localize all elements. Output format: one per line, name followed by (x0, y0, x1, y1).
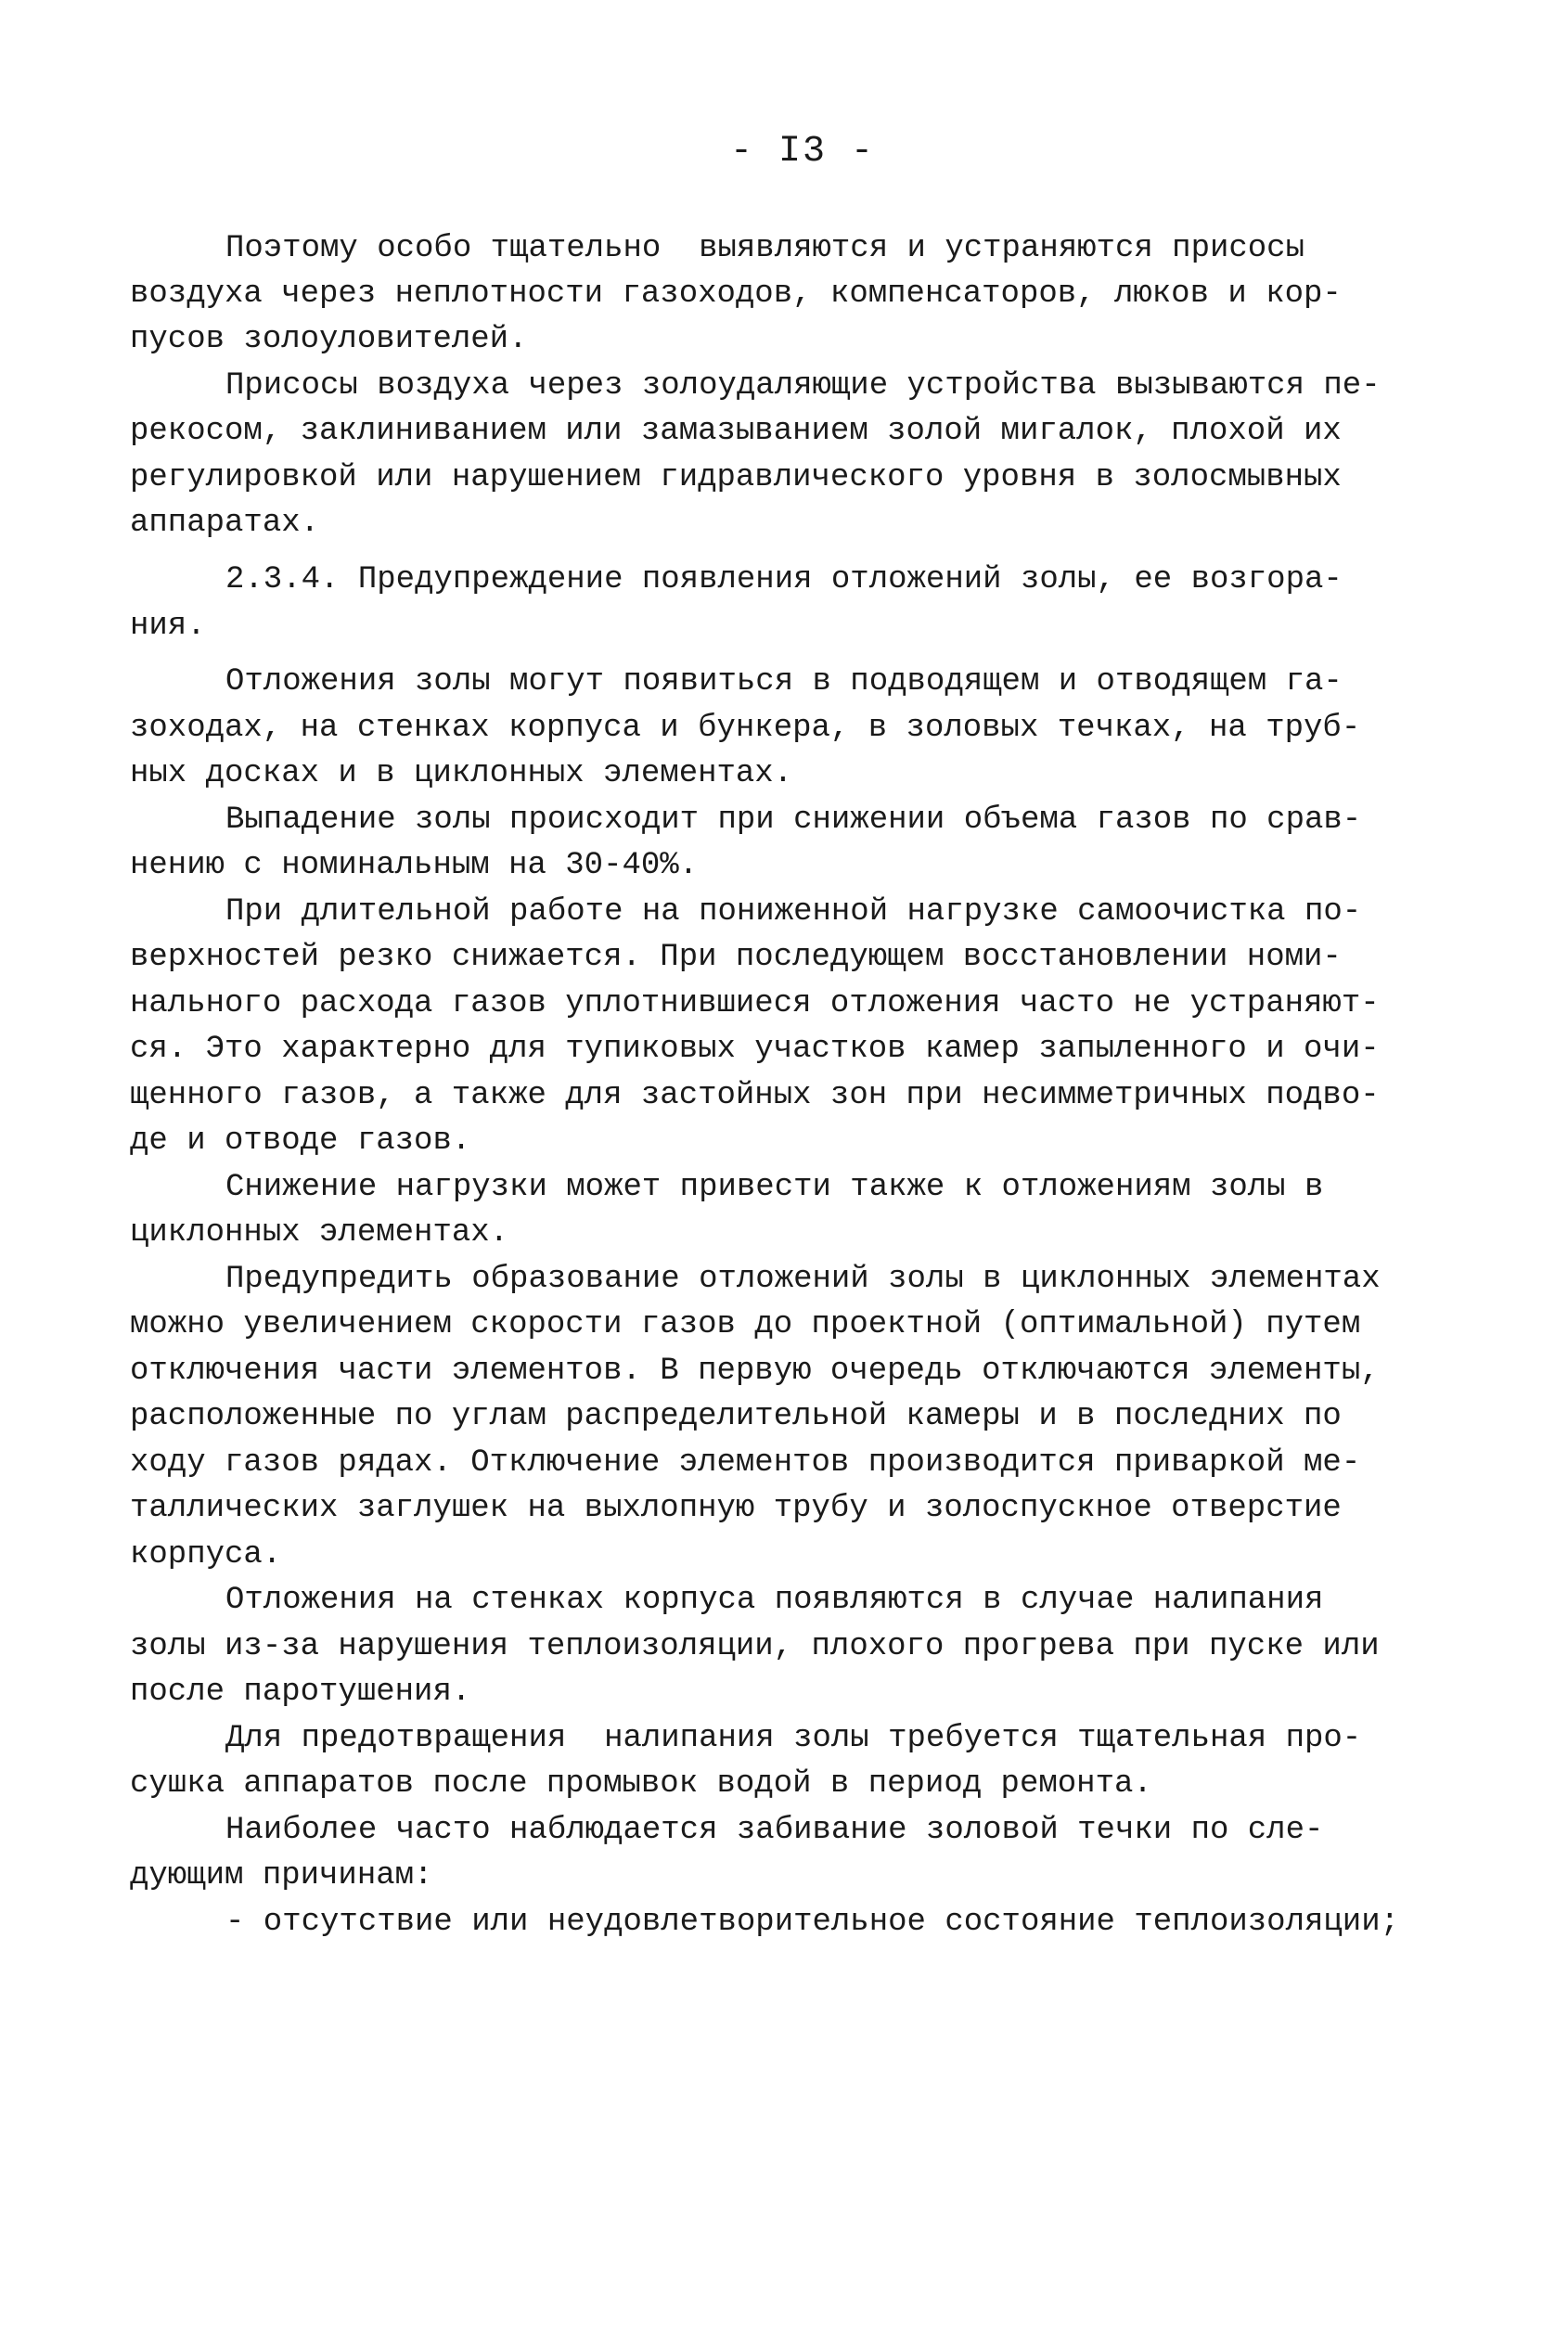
text-line: зоходах, на стенках корпуса и бункера, в золовых течках, на труб- (130, 711, 1361, 746)
text-line: воздуха через неплотности газоходов, компенсаторов, люков и кор- (130, 276, 1342, 312)
page-number: - I3 - (729, 131, 876, 173)
text-line: Выпадение золы происходит при снижении объема газов по срав- (225, 802, 1362, 838)
text-line: сушка аппаратов после промывок водой в период ремонта. (130, 1766, 1152, 1802)
text-line: дующим причинам: (130, 1858, 433, 1893)
text-line: циклонных элементах. (130, 1215, 509, 1251)
text-line: аппаратах. (130, 506, 320, 541)
list-item: - отсутствие или неудовлетворительное состояние теплоизоляции; (225, 1905, 1400, 1940)
text-line: щенного газов, а также для застойных зон при несимметричных подво- (130, 1078, 1380, 1113)
text-line: Отложения золы могут появиться в подводящем и отводящем га- (225, 664, 1343, 700)
text-line: Предупредить образование отложений золы в циклонных элементах (225, 1262, 1381, 1297)
text-line: золы из-за нарушения теплоизоляции, плохого прогрева при пуске или (130, 1629, 1380, 1664)
text-line: ся. Это характерно для тупиковых участков камер запыленного и очи- (130, 1032, 1380, 1067)
text-line: корпуса. (130, 1537, 282, 1572)
text-line: верхностей резко снижается. При последующем восстановлении номи- (130, 940, 1342, 975)
text-line: ходу газов рядах. Отключение элементов производится приваркой ме- (130, 1445, 1361, 1481)
text-line: При длительной работе на пониженной нагрузке самоочистка по- (225, 894, 1362, 930)
text-line: Присосы воздуха через золоудаляющие устройства вызываются пе- (225, 368, 1381, 404)
text-line: можно увеличением скорости газов до проектной (оптимальной) путем (130, 1307, 1361, 1342)
text-line: рекосом, заклиниванием или замазыванием золой мигалок, плохой их (130, 414, 1342, 449)
text-line: ных досках и в циклонных элементах. (130, 756, 793, 791)
text-line: нению с номинальным на 30-40%. (130, 848, 699, 883)
text-line: расположенные по углам распределительной камеры и в последних по (130, 1399, 1342, 1434)
text-line: Поэтому особо тщательно выявляются и устраняются присосы (225, 231, 1305, 266)
text-line: нального расхода газов уплотнившиеся отложения часто не устраняют- (130, 986, 1380, 1021)
text-line: отключения части элементов. В первую очередь отключаются элементы, (130, 1354, 1380, 1389)
text-line: пусов золоуловителей. (130, 322, 528, 357)
text-line: де и отводе газов. (130, 1123, 471, 1159)
text-line: регулировкой или нарушением гидравлического уровня в золосмывных (130, 460, 1342, 495)
text-line: Для предотвращения налипания золы требуется тщательная про- (225, 1721, 1362, 1756)
text-line: Наиболее часто наблюдается забивание золовой течки по сле- (225, 1813, 1324, 1848)
text-line: таллических заглушек на выхлопную трубу и золоспускное отверстие (130, 1491, 1342, 1526)
section-heading: ния. (130, 609, 206, 644)
text-line: Снижение нагрузки может привести также к отложениям золы в (225, 1170, 1324, 1205)
text-line: Отложения на стенках корпуса появляются в случае налипания (225, 1583, 1324, 1618)
section-heading: 2.3.4. Предупреждение появления отложений золы, ее возгора- (225, 562, 1343, 597)
text-line: после паротушения. (130, 1675, 471, 1710)
